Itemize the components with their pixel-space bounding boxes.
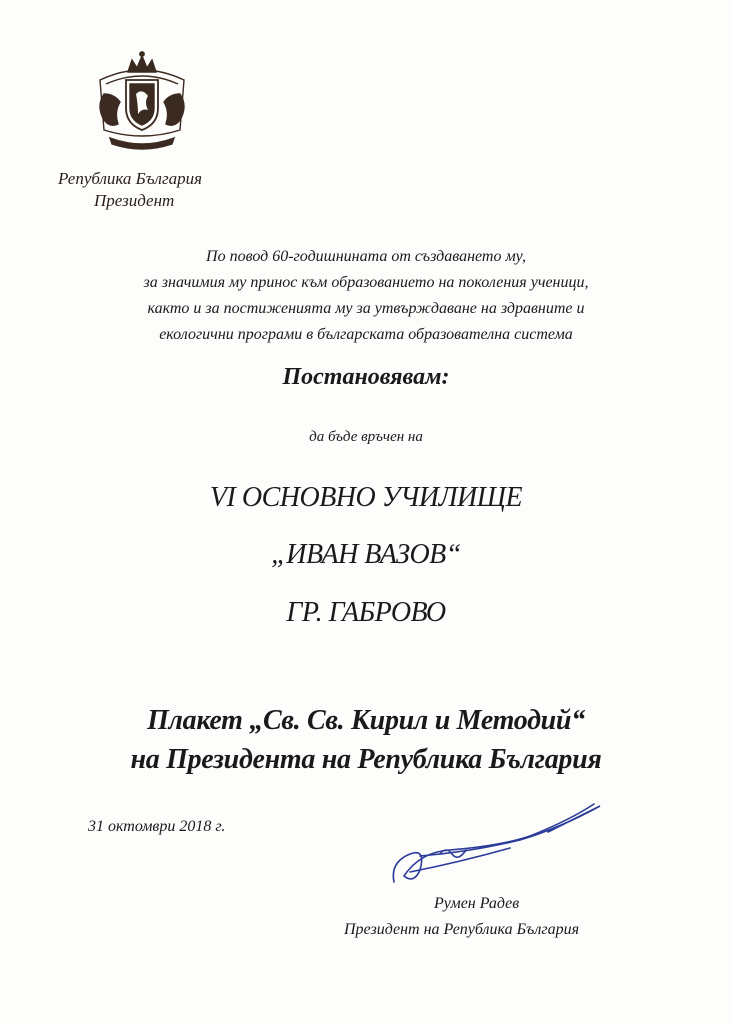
award-intro: да бъде връчен на bbox=[309, 429, 423, 445]
issuer-country: Република България bbox=[58, 169, 202, 188]
recipient-school: VI ОСНОВНО УЧИЛИЩЕ bbox=[209, 482, 523, 513]
preamble-line: По повод 60-годишнината от създаването му, bbox=[206, 248, 526, 265]
preamble-line: екологични програми в българската образователна система bbox=[159, 326, 573, 343]
award-title: Плакет „Св. Св. Кирил и Методий“ bbox=[147, 705, 585, 736]
preamble bbox=[0, 244, 732, 348]
preamble-line: за значимия му принос към образованието на поколения ученици, bbox=[143, 274, 589, 291]
signer-title: Президент на Република България bbox=[344, 921, 580, 938]
signer-name: Румен Радев bbox=[434, 895, 520, 912]
preamble-line: както и за постиженията му за утвърждаване на здравните и bbox=[147, 300, 585, 317]
recipient-town: ГР. ГАБРОВО bbox=[286, 597, 446, 628]
recipient-name: „ИВАН ВАЗОВ“ bbox=[271, 539, 461, 570]
issue-date: 31 октомври 2018 г. bbox=[88, 818, 226, 835]
coat-of-arms-emblem bbox=[88, 50, 196, 152]
award-subtitle: на Президента на Република България bbox=[130, 744, 602, 775]
issuer-block bbox=[58, 168, 202, 212]
issuer-office: Президент bbox=[94, 191, 175, 210]
handwritten-signature bbox=[380, 792, 610, 892]
decree-heading: Постановявам: bbox=[282, 364, 450, 390]
